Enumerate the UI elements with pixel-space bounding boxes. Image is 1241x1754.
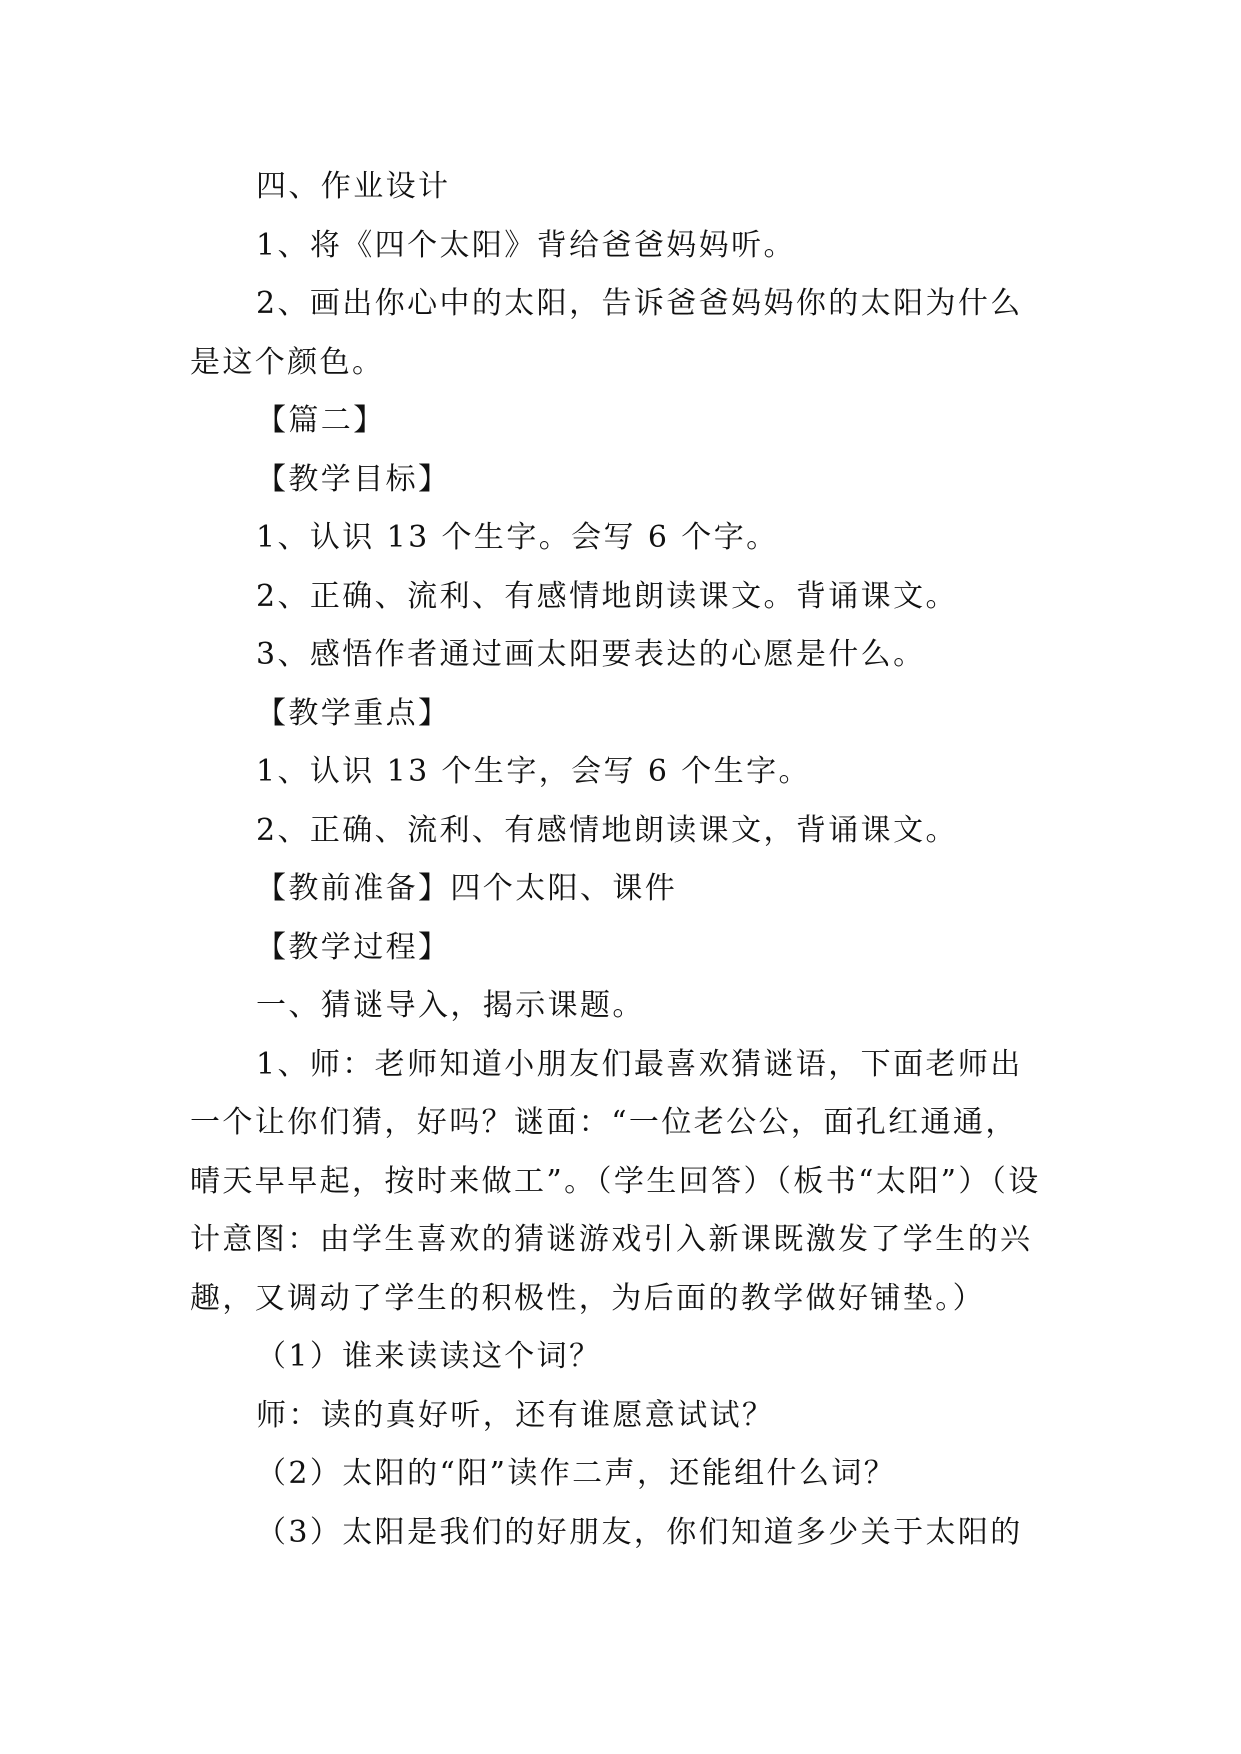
teacher-remark: 师：读的真好听，还有谁愿意试试？ — [256, 1397, 775, 1433]
teacher-paragraph-line-4: 计意图：由学生喜欢的猜谜游戏引入新课既激发了学生的兴 — [190, 1222, 1033, 1257]
question-1: （1）谁来读读这个词？ — [256, 1339, 602, 1374]
teaching-focus-heading: 【教学重点】 — [256, 695, 451, 731]
focus-item-1: 1、认识 13 个生字，会写 6 个生字。 — [256, 754, 811, 789]
teacher-paragraph-line-1: 1、师：老师知道小朋友们最喜欢猜谜语，下面老师出 — [256, 1046, 1023, 1082]
teaching-goals-heading: 【教学目标】 — [256, 461, 451, 497]
question-3: （3）太阳是我们的好朋友，你们知道多少关于太阳的 — [256, 1514, 1023, 1550]
goal-item-3: 3、感悟作者通过画太阳要表达的心愿是什么。 — [256, 637, 926, 672]
document-body — [190, 158, 1052, 1562]
teacher-paragraph-line-2: 一个让你们猜，好吗？谜面：“一位老公公，面孔红通通， — [190, 1105, 1018, 1140]
process-step-1: 一、猜谜导入，揭示课题。 — [256, 988, 645, 1023]
goal-item-1: 1、认识 13 个生字。会写 6 个字。 — [256, 520, 779, 555]
part-two-heading: 【篇二】 — [256, 403, 386, 438]
homework-item-2-line-1: 2、画出你心中的太阳，告诉爸爸妈妈你的太阳为什么 — [256, 286, 1023, 321]
teacher-paragraph-line-3: 晴天早早起，按时来做工”。（学生回答）（板书“太阳”）（设 — [190, 1163, 1041, 1199]
preparation-line: 【教前准备】四个太阳、课件 — [256, 871, 678, 906]
section-heading-homework: 四、作业设计 — [256, 169, 451, 204]
focus-item-2: 2、正确、流利、有感情地朗读课文，背诵课文。 — [256, 812, 958, 848]
homework-item-2-line-2: 是这个颜色。 — [190, 344, 385, 380]
goal-item-2: 2、正确、流利、有感情地朗读课文。背诵课文。 — [256, 578, 958, 614]
teacher-paragraph-line-5: 趣，又调动了学生的积极性，为后面的教学做好铺垫。） — [190, 1280, 985, 1316]
teaching-process-heading: 【教学过程】 — [256, 929, 451, 965]
question-2: （2）太阳的“阳”读作二声，还能组什么词？ — [256, 1456, 897, 1491]
homework-item-1: 1、将《四个太阳》背给爸爸妈妈听。 — [256, 227, 796, 263]
